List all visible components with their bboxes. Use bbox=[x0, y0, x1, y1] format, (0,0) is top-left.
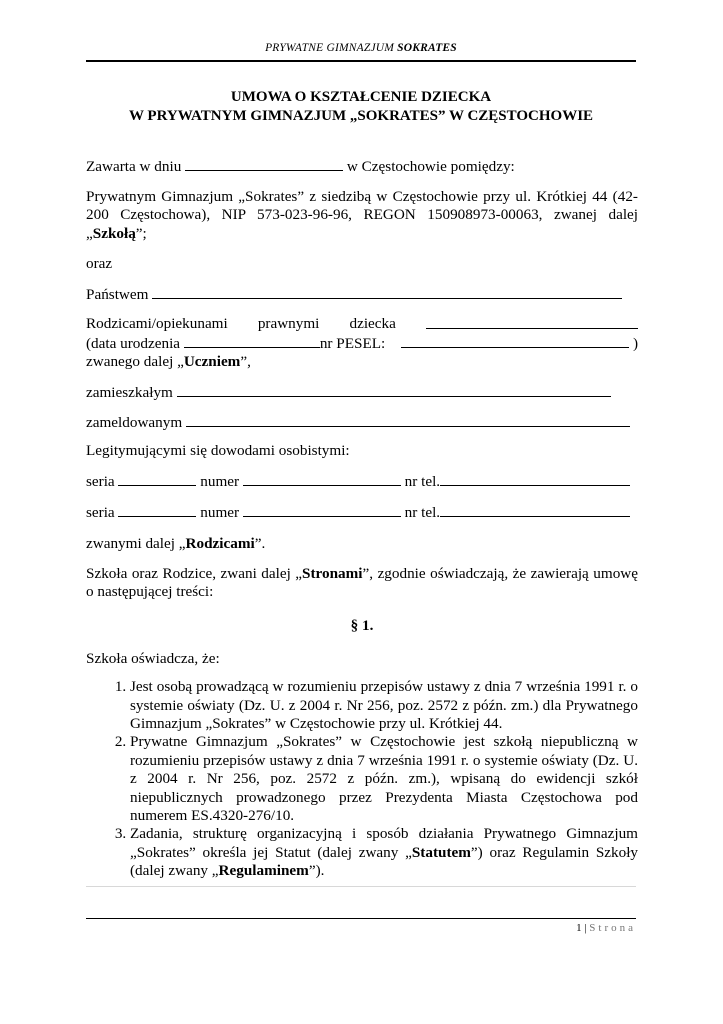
numer-label: numer bbox=[200, 472, 240, 490]
header-rule bbox=[86, 60, 636, 62]
parties-term: Stronami bbox=[302, 564, 363, 582]
page-header bbox=[86, 42, 636, 54]
residence-blank[interactable] bbox=[177, 383, 611, 397]
parties-prefix: Szkoła oraz Rodzice, zwani dalej „ bbox=[86, 564, 303, 582]
document-title bbox=[86, 88, 636, 126]
student-called-line bbox=[86, 353, 638, 371]
list-item: 1. Jest osobą prowadzącą w rozumieniu przepisów ustawy z dnia 7 września 1991 r. o systemie oświaty (Dz. U. z 2004 r. Nr 256, poz. 2572 z późn. zm.) dla Prywatnego Gimnazjum „Sokrates” w Częstochowie przy ul. Krótkiej 44. bbox=[130, 678, 638, 733]
statute-term: Statutem bbox=[411, 843, 471, 861]
title-line-1: UMOWA O KSZTAŁCENIE DZIECKA bbox=[230, 89, 492, 105]
item3-text-c: ”). bbox=[308, 862, 325, 880]
school-text: Prywatnym Gimnazjum „Sokrates” z siedzibą w Częstochowie przy ul. Krótkiej 44 (42-200 Częstochowa), NIP 573-023-96-96, REGON 150908973-00063, zwanej dalej „ bbox=[86, 187, 638, 242]
document-body bbox=[86, 157, 638, 881]
seria-label: seria bbox=[86, 472, 115, 490]
tel-label: nr tel. bbox=[404, 472, 441, 490]
school-paragraph bbox=[86, 188, 638, 243]
content-end-rule bbox=[86, 886, 636, 887]
parents-label-3: dziecka bbox=[349, 315, 396, 333]
seria-label: seria bbox=[86, 504, 115, 522]
parents-row bbox=[86, 315, 638, 333]
parents-called-line bbox=[86, 535, 638, 553]
child-name-blank[interactable] bbox=[426, 315, 638, 329]
parties-end: ”, zgodnie oświadczają, że zawierają umowę o następującej treści: bbox=[86, 564, 639, 600]
school-term: Szkołą bbox=[92, 224, 136, 242]
pesel-label: nr PESEL: bbox=[319, 334, 386, 352]
panstwem-blank[interactable] bbox=[152, 285, 622, 299]
called-prefix: zwanego dalej „ bbox=[86, 353, 184, 371]
parents-prefix: zwanymi dalej „ bbox=[86, 534, 186, 552]
section-1-heading: § 1. bbox=[350, 617, 374, 635]
birth-row bbox=[86, 334, 638, 353]
page-number: 1 bbox=[576, 922, 582, 934]
date-blank[interactable] bbox=[185, 157, 343, 171]
date-prefix: Zawarta w dniu bbox=[86, 158, 182, 175]
pesel-blank[interactable] bbox=[401, 334, 629, 348]
item3-text-b: ”) oraz Regulamin Szkoły (dalej zwany „ bbox=[130, 843, 639, 880]
called-end: ”, bbox=[240, 353, 251, 371]
id-row-2 bbox=[86, 503, 638, 522]
list-item: 2. Prywatne Gimnazjum „Sokrates” w Częstochowie jest szkołą niepubliczną w rozumieniu przepisów ustawy z dnia 7 września 1991 r. o systemie oświaty (Dz. U. z 2004 r. Nr 256, poz. 2572 z późn. zm.), wpisaną do ewidencji szkół niepublicznych prowadzonego przez Prezydenta Miasta Częstochowa pod numerem ES.4320-276/10. bbox=[130, 733, 638, 825]
footer-rule bbox=[86, 918, 636, 919]
seria-blank-2[interactable] bbox=[118, 503, 196, 517]
list-item bbox=[130, 825, 638, 880]
school-end: ”; bbox=[135, 224, 147, 242]
title-line-2: W PRYWATNYM GIMNAZJUM „SOKRATES” W CZĘSTOCHOWIE bbox=[128, 108, 594, 124]
footer-label: Strona bbox=[589, 922, 636, 934]
tel-blank-1[interactable] bbox=[440, 472, 630, 486]
student-term: Uczniem bbox=[183, 353, 241, 371]
section-1-lead: Szkoła oświadcza, że: bbox=[86, 649, 220, 667]
item3-text-a: Zadania, strukturę organizacyjną i sposób działania Prywatnego Gimnazjum „Sokrates” określa jej Statut (dalej zwany „ bbox=[130, 825, 638, 861]
id-row-1 bbox=[86, 472, 638, 491]
section-1-list bbox=[86, 678, 638, 880]
parents-label-2: prawnymi bbox=[257, 315, 320, 333]
header-prefix: PRYWATNE GIMNAZJUM bbox=[265, 42, 398, 54]
registered-label: zameldowanym bbox=[86, 413, 183, 431]
close-paren: ) bbox=[632, 334, 638, 352]
registered-blank[interactable] bbox=[186, 413, 630, 427]
numer-blank-1[interactable] bbox=[243, 472, 401, 486]
numer-label: numer bbox=[200, 504, 240, 522]
tel-label: nr tel. bbox=[404, 504, 441, 522]
panstwem-label: Państwem bbox=[86, 285, 149, 303]
ids-line: Legitymującymi się dowodami osobistymi: bbox=[86, 441, 350, 459]
numer-blank-2[interactable] bbox=[243, 503, 401, 517]
registered-line bbox=[86, 413, 638, 432]
oraz-line: oraz bbox=[86, 254, 113, 272]
birth-label: (data urodzenia bbox=[86, 334, 181, 352]
date-line bbox=[86, 157, 638, 176]
residence-line bbox=[86, 383, 638, 402]
parents-label-1: Rodzicami/opiekunami bbox=[86, 315, 228, 333]
residence-label: zamieszkałym bbox=[86, 384, 173, 402]
parents-term: Rodzicami bbox=[185, 534, 255, 552]
birth-date-blank[interactable] bbox=[184, 334, 320, 348]
parents-end: ”. bbox=[254, 534, 266, 552]
date-suffix: w Częstochowie pomiędzy: bbox=[346, 158, 515, 175]
panstwem-line bbox=[86, 285, 638, 304]
page-footer bbox=[576, 922, 636, 934]
parents-block bbox=[86, 315, 638, 371]
parties-paragraph bbox=[86, 565, 638, 602]
header-school-name: SOKRATES bbox=[397, 42, 457, 54]
seria-blank-1[interactable] bbox=[118, 472, 196, 486]
footer-separator: | bbox=[581, 922, 590, 934]
tel-blank-2[interactable] bbox=[440, 503, 630, 517]
regulations-term: Regulaminem bbox=[218, 862, 309, 880]
